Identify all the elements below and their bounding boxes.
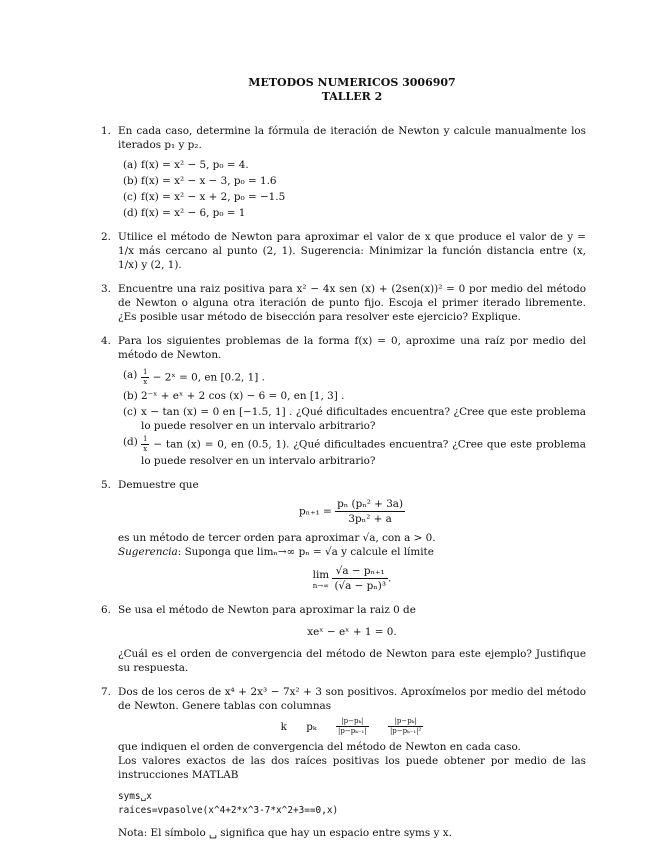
subitem-label: (c) xyxy=(123,191,137,203)
subitem-text: 2⁻ˣ + eˣ + 2 cos (x) − 6 = 0, en [1, 3] . xyxy=(141,390,345,402)
code-line: raices=vpasolve(x^4+2*x^3-7*x^2+3==0,x) xyxy=(118,805,339,816)
hint xyxy=(118,545,586,559)
subitem xyxy=(118,389,586,403)
hint-text: : Suponga que limₙ→∞ pₙ = √a y calcule el límite xyxy=(177,546,434,558)
column-pk: pₖ xyxy=(306,720,317,733)
fraction-numerator: pₙ (pₙ² + 3a) xyxy=(337,498,404,510)
subitem-text: x − tan (x) = 0 en [−1.5, 1] . ¿Qué dificultades encuentra? ¿Cree que este problema lo puede resolver en un intervalo arbitrario? xyxy=(141,406,586,432)
limit-subscript: n→∞ xyxy=(312,581,330,590)
subitem-label: (b) xyxy=(123,175,138,187)
fraction-denominator: |p−pₖ₋₁| xyxy=(338,727,367,735)
subitem-text: − 2ˣ = 0, en [0.2, 1] . xyxy=(152,371,265,384)
fraction-numerator: √a − pₙ₊₁ xyxy=(332,564,388,579)
fraction xyxy=(141,435,149,454)
document-title: METODOS NUMERICOS 3006907 xyxy=(248,76,456,89)
limit-label: lim xyxy=(312,568,330,581)
after-columns-text: que indiquen el orden de convergencia del método de Newton en cada caso. xyxy=(118,741,521,753)
hint-label: Sugerencia xyxy=(118,546,178,558)
column-k: k xyxy=(280,720,287,733)
subitem-text: − tan (x) = 0, en (0.5, 1). ¿Qué dificultades encuentra? ¿Cree que este problema lo puede resolver en un intervalo arbitrario? xyxy=(141,438,586,467)
problem-3 xyxy=(101,282,586,324)
subitem-label: (d) xyxy=(123,207,138,219)
problem-number: 1. xyxy=(101,125,111,137)
problem-5 xyxy=(101,478,586,593)
subitem-text: f(x) = x² − x − 3, p₀ = 1.6 xyxy=(141,175,277,187)
problem-number: 6. xyxy=(101,604,111,616)
problem-number: 3. xyxy=(101,283,111,295)
limit-formula xyxy=(118,564,586,593)
fraction-denominator: x xyxy=(143,378,148,386)
subitem-label: (d) xyxy=(123,436,138,448)
fraction-numerator: 1 xyxy=(143,368,148,376)
fraction-denominator: |p−pₖ₋₁|² xyxy=(389,727,422,735)
subitem-text: f(x) = x² − x + 2, p₀ = −1.5 xyxy=(141,191,286,203)
problem-6 xyxy=(101,603,586,675)
problem-text: Demuestre que xyxy=(118,479,199,491)
code-line: syms␣x xyxy=(118,791,152,802)
subitem-list xyxy=(118,368,586,468)
problem-text: Dos de los ceros de x⁴ + 2x³ − 7x² + 3 son positivos. Aproxímelos por medio del método de Newton. Genere tablas con columnas xyxy=(118,686,586,712)
fraction xyxy=(332,564,388,593)
problem-text: Se usa el método de Newton para aproximar la raiz 0 de xyxy=(118,604,416,616)
problem-number: 4. xyxy=(101,335,111,347)
after-formula-text: es un método de tercer orden para aproximar √a, con a > 0. xyxy=(118,532,436,544)
problem-number: 5. xyxy=(101,479,111,491)
formula-lhs: pₙ₊₁ = xyxy=(298,505,332,518)
problem-1 xyxy=(101,124,586,220)
problem-number: 2. xyxy=(101,231,111,243)
fraction-numerator: |p−pₖ| xyxy=(388,717,423,727)
subitem-text: f(x) = x² − 5, p₀ = 4. xyxy=(141,159,249,171)
problem-number: 7. xyxy=(101,686,111,698)
subitem xyxy=(118,405,586,433)
note: Nota: El símbolo ␣ significa que hay un espacio entre syms y x. xyxy=(118,827,452,839)
fraction-numerator: |p−pₖ| xyxy=(336,717,369,727)
subitem xyxy=(118,174,586,188)
after-formula-text: ¿Cuál es el orden de convergencia del método de Newton para este ejemplo? Justifique su respuesta. xyxy=(118,648,586,674)
fraction-denominator: (√a − pₙ)³ xyxy=(334,580,387,592)
document-subtitle: TALLER 2 xyxy=(321,90,383,103)
problem-list xyxy=(101,124,586,840)
problem-text: Encuentre una raiz positiva para x² − 4x sen (x) + (2sen(x))² = 0 por medio del método de Newton o alguna otra iteración de punto fijo. Escoja el primer iterado libremente. ¿Es posible usar método de bisección para resolver este ejercicio? Explique. xyxy=(118,283,586,323)
subitem xyxy=(118,435,586,468)
problem-text: En cada caso, determine la fórmula de iteración de Newton y calcule manualmente los iterados p₁ y p₂. xyxy=(118,125,586,151)
display-formula xyxy=(118,497,586,526)
column-ratio-squared xyxy=(388,717,423,736)
fraction xyxy=(141,368,149,387)
subitem-label: (a) xyxy=(123,159,138,171)
limit-end: . xyxy=(388,572,392,585)
subitem-label: (c) xyxy=(123,406,137,418)
subitem xyxy=(118,206,586,220)
subitem-label: (a) xyxy=(123,369,138,381)
subitem-label: (b) xyxy=(123,390,138,402)
after-columns-text-2: Los valores exactos de las dos raíces positivas los puede obtener por medio de las instrucciones MATLAB xyxy=(118,755,586,781)
fraction xyxy=(335,497,405,526)
problem-2 xyxy=(101,230,586,272)
subitem xyxy=(118,158,586,172)
problem-text: Utilice el método de Newton para aproximar el valor de x que produce el valor de y = 1/x más cercano al punto (2, 1). Sugerencia: Minimizar la función distancia entre (x, 1/x) y (2, 1). xyxy=(118,231,586,271)
problem-4 xyxy=(101,334,586,468)
page xyxy=(101,0,586,848)
fraction-denominator: 3pₙ² + a xyxy=(348,513,392,525)
subitem xyxy=(118,190,586,204)
subitem-list xyxy=(118,158,586,220)
table-columns xyxy=(118,717,586,736)
fraction-numerator: 1 xyxy=(143,435,148,443)
column-ratio xyxy=(336,717,369,736)
problem-7 xyxy=(101,685,586,840)
subitem xyxy=(118,368,586,387)
problem-text: Para los siguientes problemas de la forma f(x) = 0, aproxime una raíz por medio del método de Newton. xyxy=(118,335,586,361)
display-formula: xeˣ − eˣ + 1 = 0. xyxy=(307,626,397,638)
fraction-denominator: x xyxy=(143,445,148,453)
limit-operator xyxy=(313,568,330,590)
subitem-text: f(x) = x² − 6, p₀ = 1 xyxy=(141,207,246,219)
